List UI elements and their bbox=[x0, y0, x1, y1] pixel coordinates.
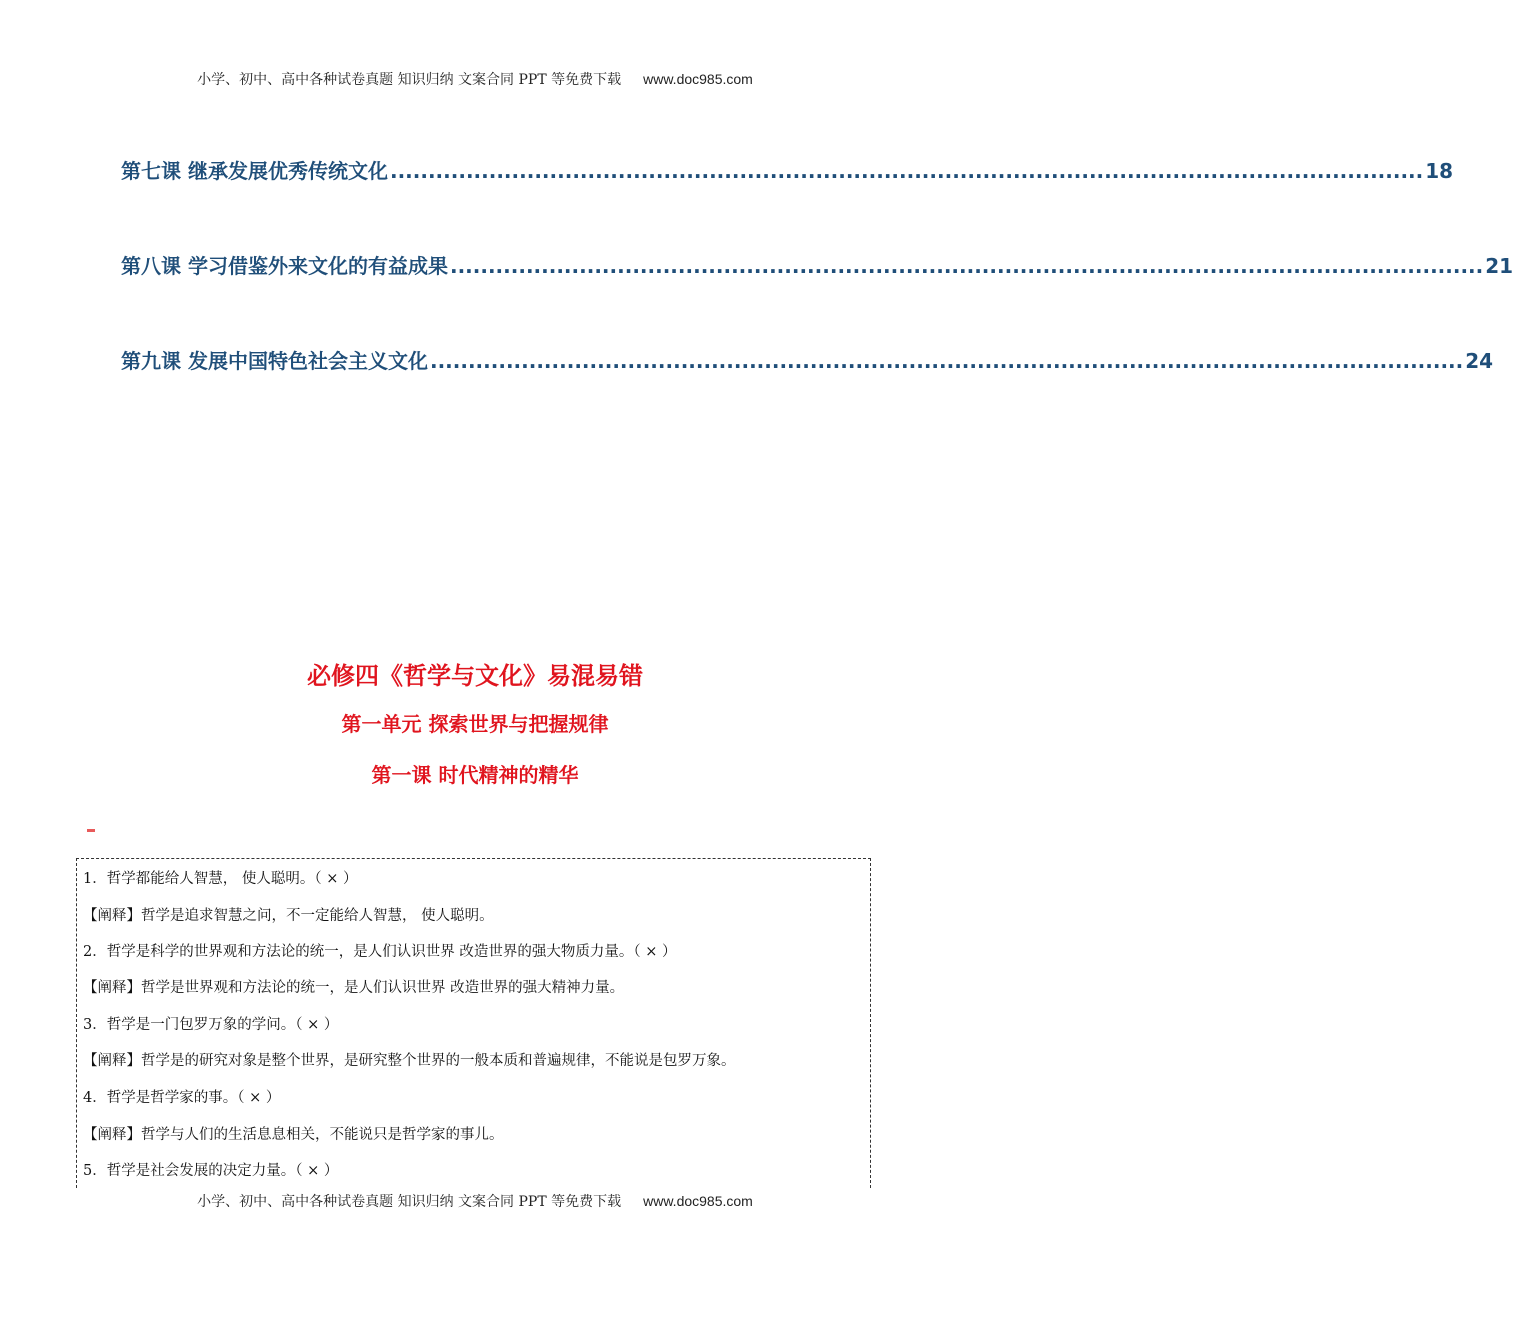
page-footer bbox=[0, 1191, 950, 1211]
header-url[interactable]: www.doc985.com bbox=[643, 71, 753, 87]
page-header bbox=[0, 69, 950, 89]
question-item: 4．哲学是哲学家的事。（ × ） bbox=[83, 1090, 281, 1106]
toc-leader: ........................................................................................................................................ bbox=[429, 349, 1464, 373]
explanation-item: 【阐释】哲学是世界观和方法论的统一，是人们认识世界 改造世界的强大精神力量。 bbox=[83, 980, 625, 996]
header-text: 小学、初中、高中各种试卷真题 知识归纳 文案合同 PPT 等免费下载 bbox=[197, 72, 622, 88]
toc-leader: ........................................................................................................................................ bbox=[449, 254, 1484, 278]
toc-entry-8[interactable] bbox=[121, 250, 1513, 280]
qa-box bbox=[76, 858, 871, 1188]
explanation-item: 【阐释】哲学与人们的生活息息相关，不能说只是哲学家的事儿。 bbox=[83, 1127, 504, 1143]
toc-entry-9[interactable] bbox=[121, 345, 1494, 375]
toc-page-number: 21 bbox=[1485, 254, 1513, 278]
unit-title: 第一单元 探索世界与把握规律 bbox=[341, 712, 609, 736]
explanation-item: 【阐释】哲学是的研究对象是整个世界，是研究整个世界的一般本质和普遍规律，不能说是包罗万象。 bbox=[83, 1053, 736, 1069]
toc-title: 第九课 发展中国特色社会主义文化 bbox=[121, 349, 428, 373]
question-item: 3．哲学是一门包罗万象的学问。（ × ） bbox=[83, 1017, 339, 1033]
toc-entry-7[interactable] bbox=[121, 155, 1454, 185]
question-item: 5．哲学是社会发展的决定力量。（ × ） bbox=[83, 1163, 339, 1179]
toc-page-number: 18 bbox=[1425, 159, 1454, 183]
red-mark bbox=[87, 829, 95, 832]
toc-page-number: 24 bbox=[1465, 349, 1494, 373]
explanation-item: 【阐释】哲学是追求智慧之问，不一定能给人智慧， 使人聪明。 bbox=[83, 908, 494, 924]
question-item: 1．哲学都能给人智慧， 使人聪明。（ × ） bbox=[83, 871, 358, 887]
lesson-title: 第一课 时代精神的精华 bbox=[371, 763, 579, 787]
toc-leader: ........................................................................................................................................ bbox=[389, 159, 1424, 183]
toc-title: 第七课 继承发展优秀传统文化 bbox=[121, 159, 388, 183]
footer-url[interactable]: www.doc985.com bbox=[643, 1193, 753, 1209]
footer-text: 小学、初中、高中各种试卷真题 知识归纳 文案合同 PPT 等免费下载 bbox=[197, 1194, 622, 1210]
question-item: 2．哲学是科学的世界观和方法论的统一，是人们认识世界 改造世界的强大物质力量。（ × ） bbox=[83, 944, 677, 960]
toc-title: 第八课 学习借鉴外来文化的有益成果 bbox=[121, 254, 448, 278]
main-title: 必修四《哲学与文化》易混易错 bbox=[307, 662, 643, 690]
